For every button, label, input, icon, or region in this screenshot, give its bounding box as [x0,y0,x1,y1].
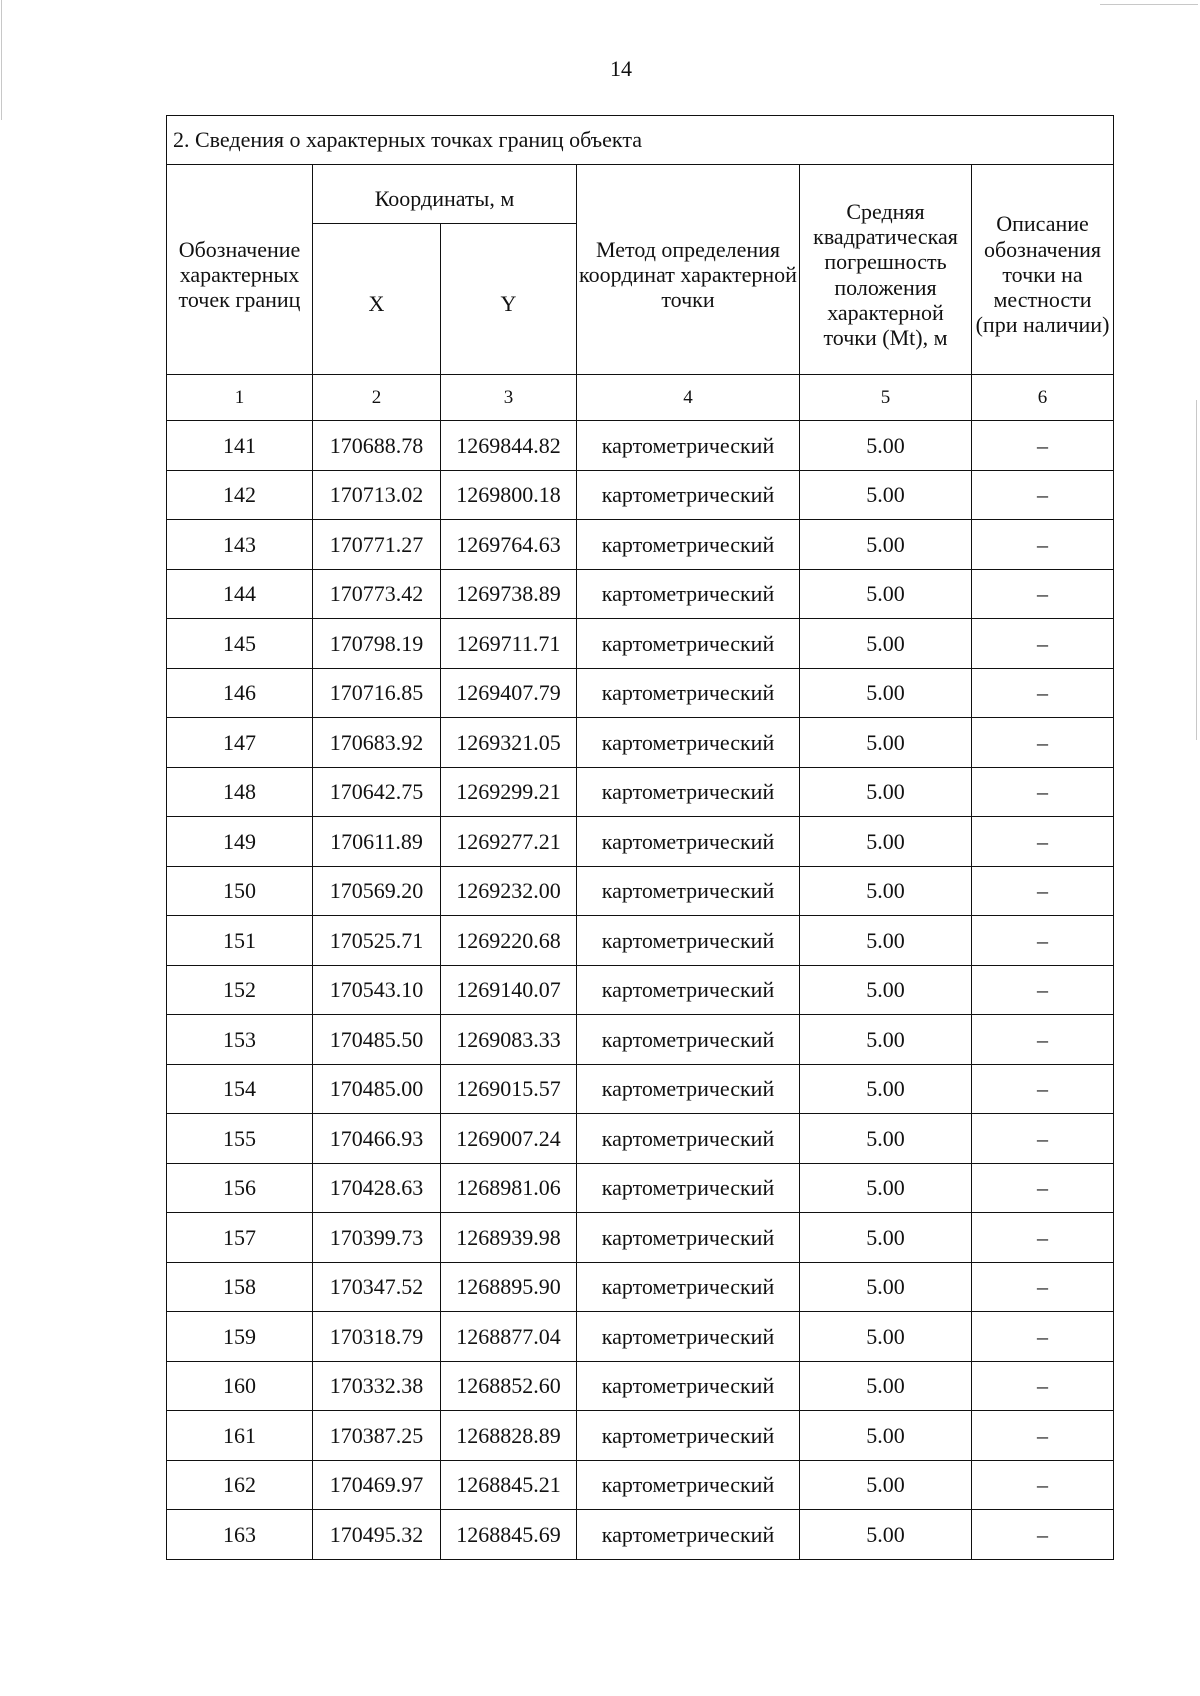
point-id-cell: 142 [167,470,313,520]
table-row [167,569,1114,619]
method-cell: картометрический [577,1460,800,1510]
description-cell: – [972,1015,1114,1065]
point-id-cell: 161 [167,1411,313,1461]
point-id-cell: 153 [167,1015,313,1065]
point-id-cell: 163 [167,1510,313,1560]
y-coordinate-cell: 1269844.82 [441,421,577,471]
point-id-cell: 144 [167,569,313,619]
error-cell: 5.00 [800,767,972,817]
point-id-cell: 154 [167,1064,313,1114]
y-coordinate-cell: 1269321.05 [441,718,577,768]
error-cell: 5.00 [800,965,972,1015]
error-cell: 5.00 [800,1460,972,1510]
error-cell: 5.00 [800,1015,972,1065]
y-coordinate-cell: 1268895.90 [441,1262,577,1312]
point-id-cell: 151 [167,916,313,966]
column-number: 4 [577,375,800,421]
error-cell: 5.00 [800,866,972,916]
x-coordinate-cell: 170485.50 [313,1015,441,1065]
scan-artifact-right [1196,400,1197,740]
y-coordinate-cell: 1268845.69 [441,1510,577,1560]
error-cell: 5.00 [800,916,972,966]
x-coordinate-cell: 170466.93 [313,1114,441,1164]
table-row [167,866,1114,916]
table-row [167,1312,1114,1362]
x-coordinate-cell: 170569.20 [313,866,441,916]
error-cell: 5.00 [800,619,972,669]
point-id-cell: 146 [167,668,313,718]
y-coordinate-cell: 1269277.21 [441,817,577,867]
column-number-row [167,375,1114,421]
y-coordinate-cell: 1268939.98 [441,1213,577,1263]
error-cell: 5.00 [800,1213,972,1263]
table-row [167,619,1114,669]
description-cell: – [972,668,1114,718]
description-cell: – [972,1460,1114,1510]
description-cell: – [972,718,1114,768]
point-id-cell: 158 [167,1262,313,1312]
x-coordinate-cell: 170688.78 [313,421,441,471]
column-number: 2 [313,375,441,421]
page-number: 14 [610,56,632,81]
table-row [167,470,1114,520]
y-coordinate-cell: 1269738.89 [441,569,577,619]
table-row [167,1064,1114,1114]
table-row [167,916,1114,966]
error-cell: 5.00 [800,668,972,718]
method-cell: картометрический [577,1411,800,1461]
x-coordinate-cell: 170773.42 [313,569,441,619]
method-cell: картометрический [577,767,800,817]
point-id-cell: 145 [167,619,313,669]
description-cell: – [972,1064,1114,1114]
method-cell: картометрический [577,1015,800,1065]
method-cell: картометрический [577,718,800,768]
point-id-cell: 148 [167,767,313,817]
point-id-cell: 155 [167,1114,313,1164]
x-coordinate-cell: 170642.75 [313,767,441,817]
x-coordinate-cell: 170332.38 [313,1361,441,1411]
table-row [167,1213,1114,1263]
table-row [167,668,1114,718]
description-cell: – [972,767,1114,817]
table-row [167,1460,1114,1510]
method-cell: картометрический [577,1262,800,1312]
y-coordinate-cell: 1268828.89 [441,1411,577,1461]
table-row [167,1411,1114,1461]
table-row [167,767,1114,817]
table-row [167,1510,1114,1560]
method-cell: картометрический [577,1213,800,1263]
table-row [167,520,1114,570]
header-y: Y [441,224,577,375]
table-row [167,1361,1114,1411]
column-number: 6 [972,375,1114,421]
error-cell: 5.00 [800,520,972,570]
y-coordinate-cell: 1268852.60 [441,1361,577,1411]
x-coordinate-cell: 170428.63 [313,1163,441,1213]
method-cell: картометрический [577,866,800,916]
x-coordinate-cell: 170716.85 [313,668,441,718]
y-coordinate-cell: 1269140.07 [441,965,577,1015]
point-id-cell: 159 [167,1312,313,1362]
error-cell: 5.00 [800,718,972,768]
column-number: 1 [167,375,313,421]
error-cell: 5.00 [800,817,972,867]
y-coordinate-cell: 1269015.57 [441,1064,577,1114]
method-cell: картометрический [577,916,800,966]
point-id-cell: 147 [167,718,313,768]
error-cell: 5.00 [800,421,972,471]
table-row [167,1114,1114,1164]
point-id-cell: 150 [167,866,313,916]
scan-artifact-top [1100,4,1198,5]
description-cell: – [972,1163,1114,1213]
x-coordinate-cell: 170347.52 [313,1262,441,1312]
method-cell: картометрический [577,1510,800,1560]
header-designation: Обозначение характерных точек границ [167,165,313,375]
x-coordinate-cell: 170798.19 [313,619,441,669]
table-row [167,1262,1114,1312]
y-coordinate-cell: 1268877.04 [441,1312,577,1362]
x-coordinate-cell: 170485.00 [313,1064,441,1114]
description-cell: – [972,470,1114,520]
x-coordinate-cell: 170713.02 [313,470,441,520]
description-cell: – [972,421,1114,471]
description-cell: – [972,569,1114,619]
table-row [167,1015,1114,1065]
method-cell: картометрический [577,1361,800,1411]
table-row [167,718,1114,768]
error-cell: 5.00 [800,569,972,619]
error-cell: 5.00 [800,1064,972,1114]
y-coordinate-cell: 1269407.79 [441,668,577,718]
y-coordinate-cell: 1269220.68 [441,916,577,966]
point-id-cell: 152 [167,965,313,1015]
y-coordinate-cell: 1269764.63 [441,520,577,570]
table-row [167,965,1114,1015]
method-cell: картометрический [577,1114,800,1164]
y-coordinate-cell: 1269800.18 [441,470,577,520]
x-coordinate-cell: 170387.25 [313,1411,441,1461]
description-cell: – [972,866,1114,916]
description-cell: – [972,1213,1114,1263]
x-coordinate-cell: 170771.27 [313,520,441,570]
y-coordinate-cell: 1269232.00 [441,866,577,916]
x-coordinate-cell: 170495.32 [313,1510,441,1560]
description-cell: – [972,916,1114,966]
x-coordinate-cell: 170525.71 [313,916,441,966]
x-coordinate-cell: 170469.97 [313,1460,441,1510]
description-cell: – [972,1262,1114,1312]
description-cell: – [972,1361,1114,1411]
column-number: 3 [441,375,577,421]
y-coordinate-cell: 1269083.33 [441,1015,577,1065]
header-coordinates: Координаты, м [313,165,577,224]
y-coordinate-cell: 1269007.24 [441,1114,577,1164]
point-id-cell: 141 [167,421,313,471]
point-id-cell: 156 [167,1163,313,1213]
point-id-cell: 149 [167,817,313,867]
point-id-cell: 157 [167,1213,313,1263]
method-cell: картометрический [577,1163,800,1213]
description-cell: – [972,619,1114,669]
method-cell: картометрический [577,1064,800,1114]
description-cell: – [972,965,1114,1015]
error-cell: 5.00 [800,1361,972,1411]
error-cell: 5.00 [800,470,972,520]
y-coordinate-cell: 1269299.21 [441,767,577,817]
method-cell: картометрический [577,965,800,1015]
error-cell: 5.00 [800,1262,972,1312]
y-coordinate-cell: 1269711.71 [441,619,577,669]
header-description: Описание обозначения точки на местности (при наличии) [972,165,1114,375]
table-row [167,1163,1114,1213]
description-cell: – [972,1312,1114,1362]
error-cell: 5.00 [800,1510,972,1560]
x-coordinate-cell: 170399.73 [313,1213,441,1263]
description-cell: – [972,1114,1114,1164]
section-title: 2. Сведения о характерных точках границ объекта [167,116,1114,165]
table-row [167,421,1114,471]
method-cell: картометрический [577,1312,800,1362]
table-row [167,817,1114,867]
x-coordinate-cell: 170611.89 [313,817,441,867]
method-cell: картометрический [577,668,800,718]
y-coordinate-cell: 1268981.06 [441,1163,577,1213]
description-cell: – [972,520,1114,570]
method-cell: картометрический [577,619,800,669]
error-cell: 5.00 [800,1163,972,1213]
method-cell: картометрический [577,421,800,471]
boundary-points-table [166,115,1114,1560]
column-number: 5 [800,375,972,421]
point-id-cell: 160 [167,1361,313,1411]
method-cell: картометрический [577,520,800,570]
x-coordinate-cell: 170683.92 [313,718,441,768]
error-cell: 5.00 [800,1114,972,1164]
header-x: X [313,224,441,375]
header-error: Средняя квадратическая погрешность положения характерной точки (Mt), м [800,165,972,375]
description-cell: – [972,1411,1114,1461]
x-coordinate-cell: 170543.10 [313,965,441,1015]
description-cell: – [972,817,1114,867]
y-coordinate-cell: 1268845.21 [441,1460,577,1510]
description-cell: – [972,1510,1114,1560]
point-id-cell: 143 [167,520,313,570]
method-cell: картометрический [577,817,800,867]
header-method: Метод определения координат характерной точки [577,165,800,375]
method-cell: картометрический [577,569,800,619]
point-id-cell: 162 [167,1460,313,1510]
method-cell: картометрический [577,470,800,520]
x-coordinate-cell: 170318.79 [313,1312,441,1362]
error-cell: 5.00 [800,1411,972,1461]
error-cell: 5.00 [800,1312,972,1362]
